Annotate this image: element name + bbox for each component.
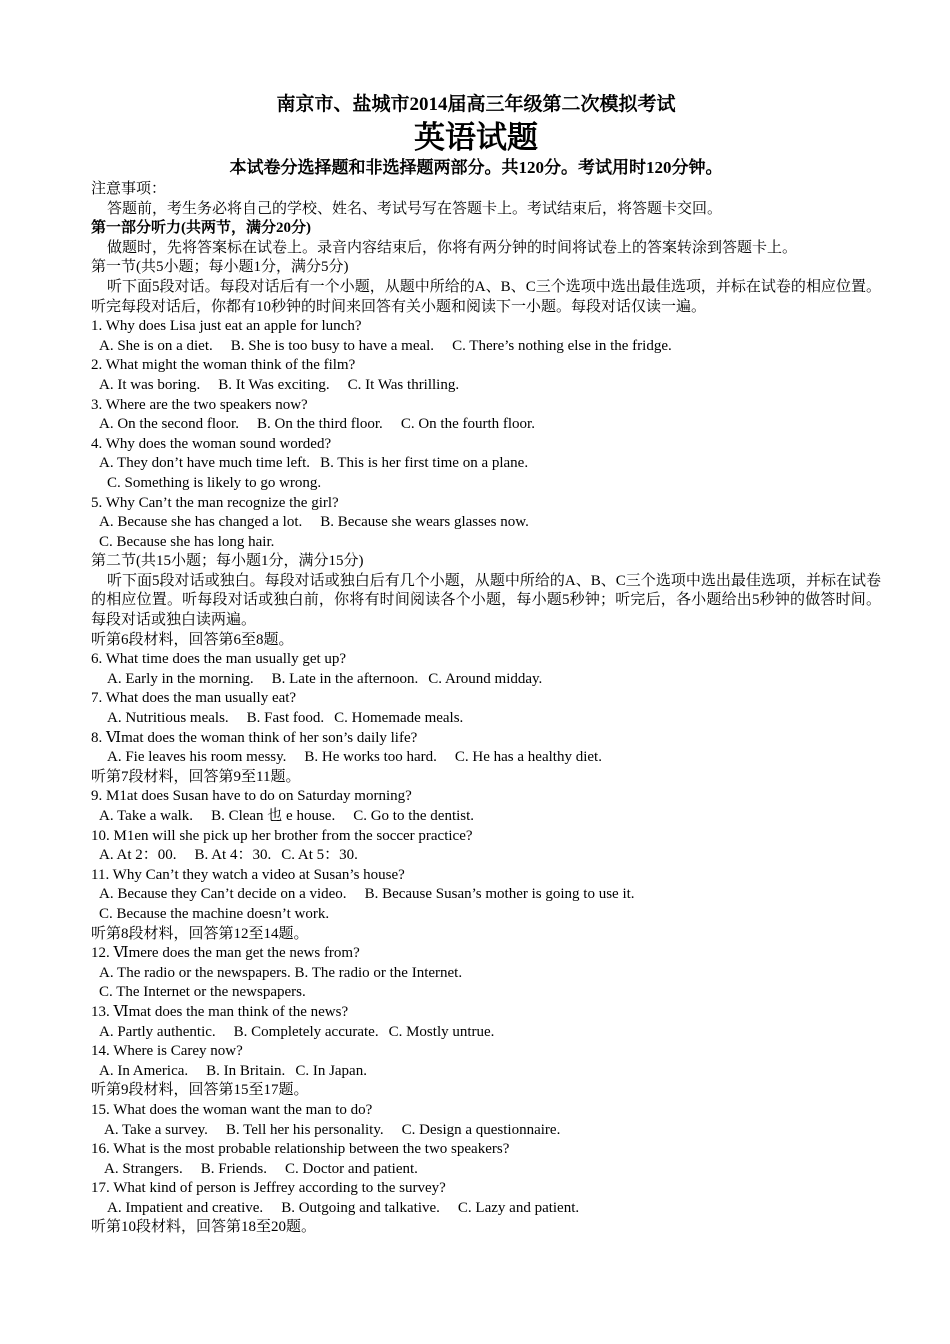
option-c: C. Homemade meals. <box>334 710 464 727</box>
question-options <box>91 905 881 925</box>
question-options <box>91 1023 881 1043</box>
option-a: A. Fie leaves his room messy. <box>107 749 287 766</box>
question-options <box>91 983 881 1003</box>
option-b: B. It Was exciting. <box>218 376 330 393</box>
question-stem: 6. What time does the man usually get up? <box>91 651 347 668</box>
option-a: A. At 2：00. <box>99 847 177 864</box>
option-b: B. On the third floor. <box>256 416 383 433</box>
question-options <box>91 513 881 533</box>
subject-title: 英语试题 <box>414 120 538 155</box>
option-a: A. Nutritious meals. <box>107 710 229 727</box>
question-stem: 7. What does the man usually eat? <box>91 690 297 707</box>
question-options <box>91 846 881 866</box>
question-options <box>91 415 881 435</box>
material-heading: 听第7段材料，回答第9至11题。 <box>91 768 301 785</box>
option-a: A. Partly authentic. <box>99 1023 216 1040</box>
option-b: B. In Britain. <box>206 1062 286 1079</box>
option-a: A. Strangers. <box>104 1160 183 1177</box>
question-stem: 3. Where are the two speakers now? <box>91 396 308 413</box>
option-a: A. On the second floor. <box>99 416 239 433</box>
option-c: C. Around midday. <box>428 670 543 687</box>
part1-instruction: 做题时，先将答案标在试卷上。录音内容结束后，你将有两分钟的时间将试卷上的答案转涂到答题卡上。 <box>107 239 798 256</box>
option-a: A. They don’t have much time left. <box>99 455 311 472</box>
material-heading: 听第8段材料，回答第12至14题。 <box>91 925 309 942</box>
option-b: B. Outgoing and talkative. <box>281 1199 440 1216</box>
option-b: B. Tell her his personality. <box>225 1121 384 1138</box>
question-stem: 5. Why Can’t the man recognize the girl? <box>91 494 339 511</box>
question-stem: 15. What does the woman want the man to do? <box>91 1101 373 1118</box>
option-c: C. There’s nothing else in the fridge. <box>452 337 672 354</box>
material-heading: 听第9段材料，回答第15至17题。 <box>91 1082 309 1099</box>
question-stem: 4. Why does the woman sound worded? <box>91 435 332 452</box>
question-stem: 11. Why Can’t they watch a video at Susan’s house? <box>91 866 405 883</box>
option-a: A. The radio or the newspapers. <box>99 964 291 981</box>
question-stem: 8. Ⅵmat does the woman think of her son’s daily life? <box>91 729 418 746</box>
question-options <box>91 454 881 474</box>
question-options <box>91 748 881 768</box>
exam-note: 本试卷分选择题和非选择题两部分。共120分。考试用时120分钟。 <box>229 158 723 177</box>
option-b: B. Late in the afternoon. <box>271 670 419 687</box>
option-a: A. In America. <box>99 1062 189 1079</box>
question-options <box>91 1199 881 1219</box>
question-options <box>91 670 881 690</box>
option-c: C. Mostly untrue. <box>388 1023 495 1040</box>
option-c: C. At 5：30. <box>281 847 358 864</box>
section1-instruction: 听下面5段对话。每段对话后有一个小题，从题中所给的A、B、C三个选项中选出最佳选项，并标在试卷的相应位置。听完每段对话后，你都有10秒钟的时间来回答有关小题和阅读下一小题。每段对话仅读一遍。 <box>91 278 881 315</box>
question-options <box>91 474 881 494</box>
option-b: B. Because she wears glasses now. <box>320 514 529 531</box>
option-a: A. Take a walk. <box>99 808 194 824</box>
part1-heading: 第一部分听力(共两节，满分20分) <box>91 220 311 237</box>
question-stem: 13. Ⅵmat does the man think of the news? <box>91 1003 349 1020</box>
question-options <box>91 964 881 984</box>
question-options <box>91 1062 881 1082</box>
option-c: C. The Internet or the newspapers. <box>99 984 306 1001</box>
question-options <box>91 807 881 827</box>
option-c: C. He has a healthy diet. <box>454 749 602 766</box>
option-c: C. On the fourth floor. <box>400 416 535 433</box>
option-a: A. She is on a diet. <box>99 337 213 354</box>
option-b: B. She is too busy to have a meal. <box>230 337 435 354</box>
option-b: B. At 4：30. <box>194 847 272 864</box>
question-stem: 9. M1at does Susan have to do on Saturday morning? <box>91 788 412 805</box>
question-stem: 2. What might the woman think of the film? <box>91 357 356 374</box>
option-b: B. Clean 也 e house. <box>211 808 336 824</box>
question-stem: 17. What kind of person is Jeffrey according to the survey? <box>91 1180 446 1197</box>
exam-title: 南京市、盐城市2014届高三年级第二次模拟考试 <box>276 94 676 115</box>
option-a: A. Impatient and creative. <box>107 1199 264 1216</box>
option-a: A. Early in the morning. <box>107 670 254 687</box>
option-c: C. Something is likely to go wrong. <box>107 474 322 491</box>
question-stem: 1. Why does Lisa just eat an apple for lunch? <box>91 318 362 335</box>
option-a: A. It was boring. <box>99 376 201 393</box>
option-c: C. Lazy and patient. <box>457 1199 580 1216</box>
section1-heading: 第一节(共5小题；每小题1分，满分5分) <box>91 259 349 276</box>
option-a: A. Because they Can’t decide on a video. <box>99 886 347 903</box>
question-options <box>91 709 881 729</box>
section2-instruction: 听下面5段对话或独白。每段对话或独白后有几个小题，从题中所给的A、B、C三个选项中选出最佳选项，并标在试卷的相应位置。听每段对话或独白前，你将有时间阅读各个小题，每小题5秒钟；听完后，各小题给出5秒钟的做答时间。每段对话或独白读两遍。 <box>91 572 881 629</box>
question-stem: 16. What is the most probable relationship between the two speakers? <box>91 1141 510 1158</box>
question-options <box>91 885 881 905</box>
question-options <box>91 533 881 553</box>
material-heading: 听第6段材料，回答第6至8题。 <box>91 631 294 648</box>
option-c: C. It Was thrilling. <box>347 376 460 393</box>
section2-heading: 第二节(共15小题；每小题1分，满分15分) <box>91 553 364 570</box>
option-b: B. Friends. <box>200 1160 268 1177</box>
option-c: C. Doctor and patient. <box>285 1160 418 1177</box>
option-b: B. This is her first time on a plane. <box>320 455 529 472</box>
option-b: B. Completely accurate. <box>233 1023 379 1040</box>
material-heading: 听第10段材料，回答第18至20题。 <box>91 1219 317 1236</box>
option-b: B. Because Susan’s mother is going to use it. <box>364 886 635 903</box>
question-options <box>91 337 881 357</box>
option-c: C. Go to the dentist. <box>353 808 475 824</box>
exam-page <box>91 92 881 1238</box>
notice-heading: 注意事项： <box>91 181 167 197</box>
option-b: B. The radio or the Internet. <box>294 964 463 981</box>
option-c: C. Because she has long hair. <box>99 533 275 550</box>
question-stem: 10. M1en will she pick up her brother from the soccer practice? <box>91 827 473 844</box>
question-stem: 12. Ⅵmere does the man get the news from? <box>91 945 360 962</box>
option-a: A. Take a survey. <box>104 1121 208 1138</box>
question-stem: 14. Where is Carey now? <box>91 1043 243 1060</box>
notice-text: 答题前，考生务必将自己的学校、姓名、考试号写在答题卡上。考试结束后，将答题卡交回。 <box>107 200 723 217</box>
question-options <box>91 1121 881 1141</box>
option-a: A. Because she has changed a lot. <box>99 514 303 531</box>
option-c: C. Because the machine doesn’t work. <box>99 905 330 922</box>
question-options <box>91 1160 881 1180</box>
option-b: B. He works too hard. <box>304 749 437 766</box>
question-options <box>91 376 881 396</box>
option-c: C. Design a questionnaire. <box>401 1121 561 1138</box>
option-c: C. In Japan. <box>295 1062 367 1079</box>
option-b: B. Fast food. <box>246 710 325 727</box>
